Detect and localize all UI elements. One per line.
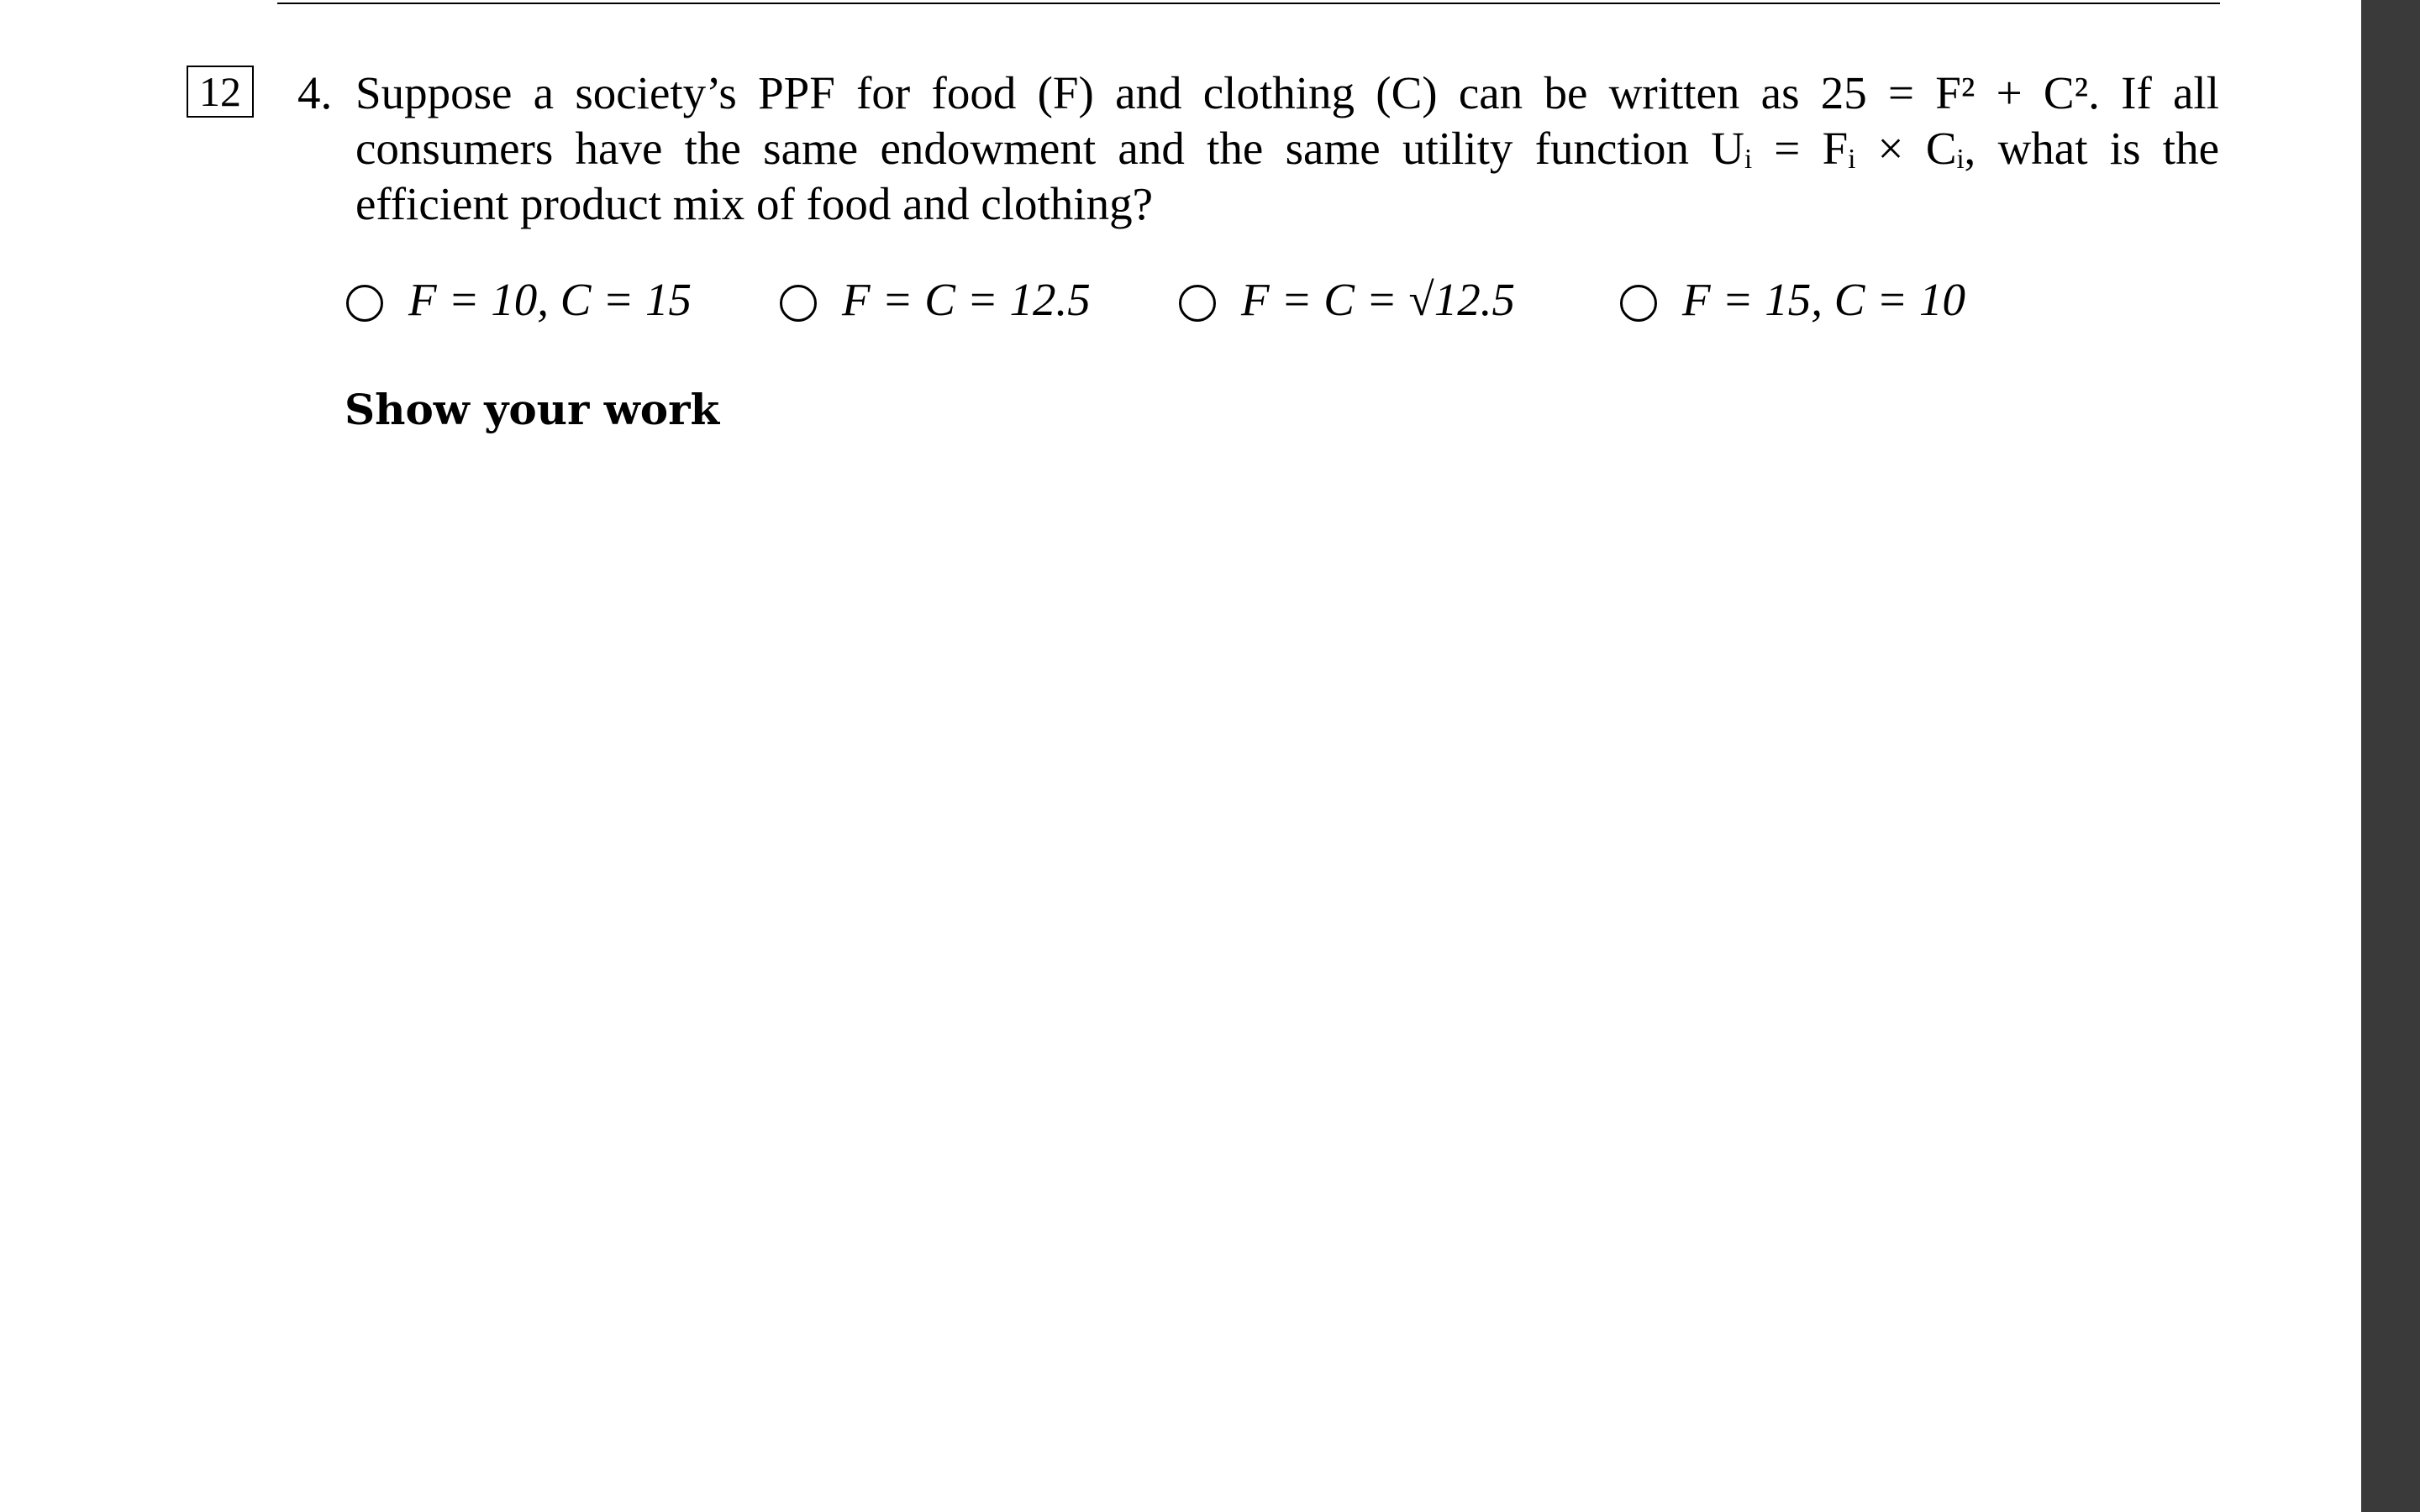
top-divider [277,3,2220,4]
option-2[interactable] [780,270,1091,329]
option-1[interactable] [346,270,692,329]
scrollbar-track[interactable] [2361,0,2420,1512]
option-label: F = C = 12.5 [842,274,1091,325]
radio-circle-icon[interactable] [1620,285,1657,322]
option-4[interactable] [1620,270,1965,329]
option-label: F = C = √12.5 [1241,274,1515,325]
option-label: F = 10, C = 15 [408,274,692,325]
question-line-3: efficient product mix of food and clothing? [355,178,1153,229]
question-line-1: Suppose a society’s PPF for food (F) and clothing (C) can be written as 25 = F² + C². If all [355,67,2219,118]
question-text [355,66,2219,232]
option-label: F = 15, C = 10 [1682,274,1966,325]
option-3[interactable] [1179,270,1515,329]
show-work-heading: Show your work [345,385,720,434]
question-number: 4. [297,67,333,118]
question-line-2: consumers have the same endowment and the same utility function Uᵢ = Fᵢ × Cᵢ, what is the [355,123,2219,174]
points-badge: 12 [187,66,254,118]
radio-circle-icon[interactable] [346,285,383,322]
radio-circle-icon[interactable] [780,285,817,322]
radio-circle-icon[interactable] [1179,285,1216,322]
answer-options [0,270,2361,329]
